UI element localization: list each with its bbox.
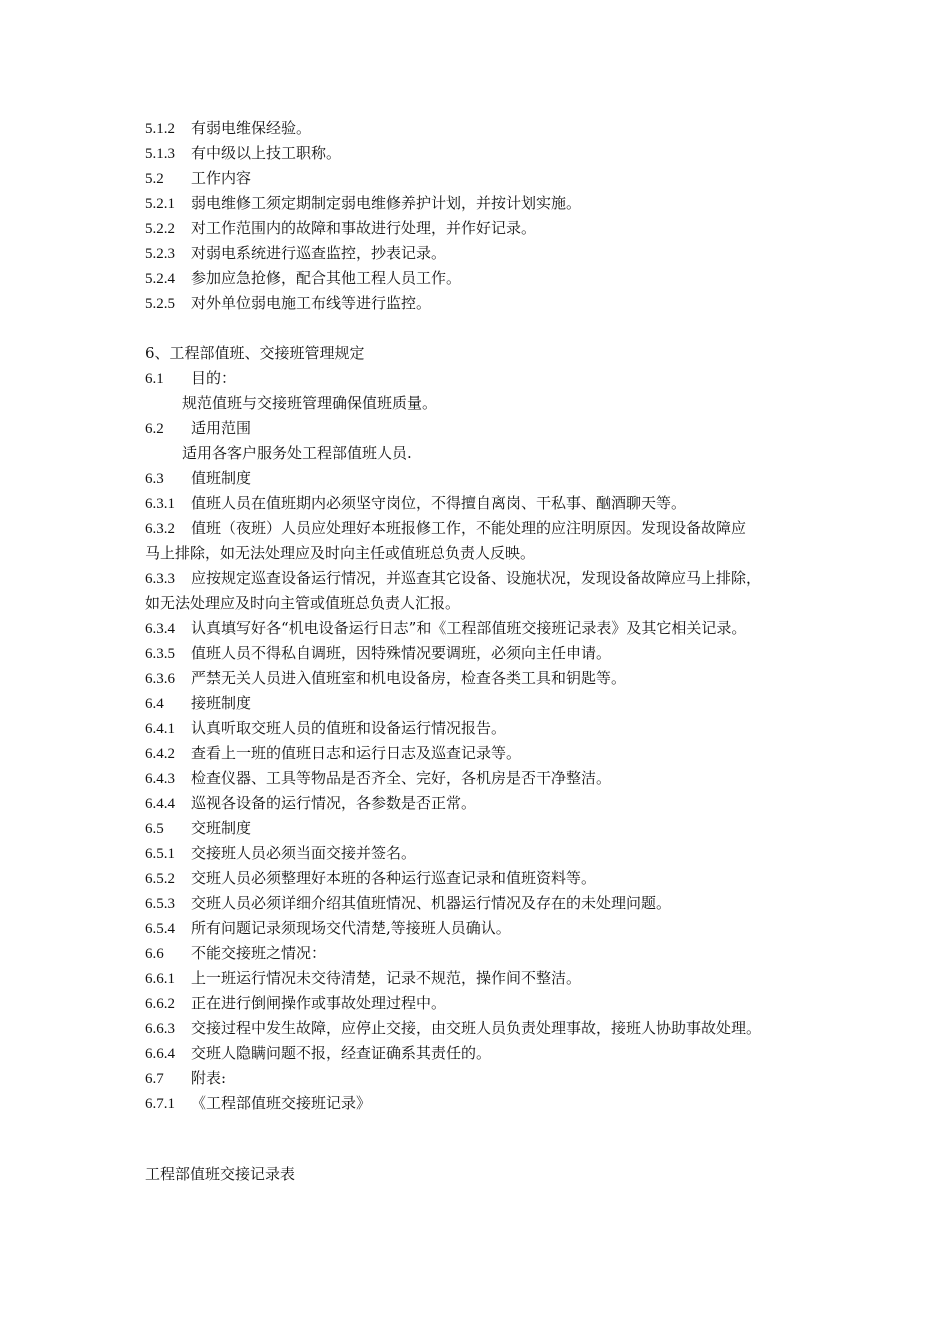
section-6-2-body — [182, 443, 412, 463]
clause-number: 6.4.3 — [145, 771, 175, 787]
clause-number: 5.2 — [145, 171, 164, 187]
clause-number: 6.3 — [145, 471, 164, 487]
clause-6-4-2 — [145, 743, 521, 763]
clause-6-3-1 — [145, 493, 686, 513]
clause-6-6-1 — [145, 968, 581, 988]
clause-number: 6.3.5 — [145, 646, 175, 662]
clause-number: 6.3.2 — [145, 521, 175, 537]
clause-text: 参加应急抢修，配合其他工程人员工作。 — [191, 269, 462, 287]
clause-text: 适用各客户服务处工程部值班人员. — [182, 444, 412, 462]
clause-text: 巡视各设备的运行情况，各参数是否正常。 — [191, 794, 477, 812]
clause-text: 交接过程中发生故障，应停止交接，由交班人员负责处理事故，接班人协助事故处理。 — [191, 1019, 762, 1037]
clause-text: 交班人员必须详细介绍其值班情况、机器运行情况及存在的未处理问题。 — [191, 894, 672, 912]
clause-text: 弱电维修工须定期制定弱电维修养护计划，并按计划实施。 — [191, 194, 582, 212]
clause-number: 5.1.3 — [145, 146, 175, 162]
clause-text: 值班制度 — [191, 469, 252, 487]
clause-text: 有弱电维保经验。 — [191, 119, 312, 137]
section-title: 6、工程部值班、交接班管理规定 — [145, 344, 365, 362]
section-6-7-heading — [145, 1068, 226, 1088]
clause-number: 6.5.1 — [145, 846, 175, 862]
clause-6-6-2 — [145, 993, 446, 1013]
clause-number: 6.4.4 — [145, 796, 175, 812]
clause-number: 5.2.3 — [145, 246, 175, 262]
clause-text: 上一班运行情况未交待清楚，记录不规范，操作间不整洁。 — [191, 969, 582, 987]
clause-text: 交班人员必须整理好本班的各种运行巡查记录和值班资料等。 — [191, 869, 597, 887]
clause-text: 《工程部值班交接班记录》 — [191, 1094, 372, 1112]
clause-text: 对工作范围内的故障和事故进行处理，并作好记录。 — [191, 219, 537, 237]
clause-6-6-3 — [145, 1018, 761, 1038]
clause-5-2-2 — [145, 218, 536, 238]
clause-6-5-4 — [145, 918, 511, 938]
clause-number: 5.2.1 — [145, 196, 175, 212]
clause-text: 不能交接班之情况： — [191, 944, 327, 962]
clause-6-4-1 — [145, 718, 506, 738]
clause-text: 值班人员在值班期内必须坚守岗位，不得擅自离岗、干私事、酗酒聊天等。 — [191, 494, 687, 512]
clause-text: 接班制度 — [191, 694, 252, 712]
clause-number: 6.7.1 — [145, 1096, 175, 1112]
section-6-3-heading — [145, 468, 251, 488]
clause-text: 规范值班与交接班管理确保值班质量。 — [182, 394, 438, 412]
clause-5-1-2 — [145, 118, 311, 138]
clause-text: 所有问题记录须现场交代清楚,等接班人员确认。 — [191, 919, 511, 937]
clause-number: 6.3.3 — [145, 571, 175, 587]
clause-text: 对外单位弱电施工布线等进行监控。 — [191, 294, 432, 312]
clause-text: 检查仪器、工具等物品是否齐全、完好，各机房是否干净整洁。 — [191, 769, 612, 787]
clause-6-7-1 — [145, 1093, 371, 1113]
clause-text: 交班制度 — [191, 819, 252, 837]
clause-text: 附表: — [191, 1069, 227, 1087]
clause-text: 应按规定巡查设备运行情况，并巡查其它设备、设施状况，发现设备故障应马上排除， — [191, 569, 762, 587]
clause-text: 值班人员不得私自调班，因特殊情况要调班，必须向主任申请。 — [191, 644, 612, 662]
clause-number: 6.6.2 — [145, 996, 175, 1012]
clause-6-4-3 — [145, 768, 611, 788]
clause-number: 6.3.4 — [145, 621, 175, 637]
clause-number: 6.6.3 — [145, 1021, 175, 1037]
section-6-6-heading — [145, 943, 326, 963]
clause-number: 6.6.4 — [145, 1046, 175, 1062]
section-6-2-heading — [145, 418, 251, 438]
clause-6-3-5 — [145, 643, 611, 663]
clause-number: 6.3.1 — [145, 496, 175, 512]
clause-number: 6.7 — [145, 1071, 164, 1087]
form-title — [145, 1164, 295, 1184]
clause-number: 5.1.2 — [145, 121, 175, 137]
clause-number: 6.6.1 — [145, 971, 175, 987]
clause-5-2-1 — [145, 193, 581, 213]
clause-text: 工作内容 — [191, 169, 252, 187]
clause-number: 6.3.6 — [145, 671, 175, 687]
clause-5-2-5 — [145, 293, 431, 313]
clause-number: 5.2.4 — [145, 271, 175, 287]
clause-6-3-2 — [145, 518, 746, 538]
clause-number: 6.6 — [145, 946, 164, 962]
section-6-1-body — [182, 393, 437, 413]
clause-number: 5.2.2 — [145, 221, 175, 237]
clause-text: 交接班人员必须当面交接并签名。 — [191, 844, 417, 862]
clause-6-4-4 — [145, 793, 476, 813]
clause-text: 马上排除，如无法处理应及时向主任或值班总负责人反映。 — [145, 544, 536, 562]
section-6-heading — [145, 343, 365, 363]
clause-6-5-3 — [145, 893, 671, 913]
clause-number: 6.5.4 — [145, 921, 175, 937]
clause-text: 查看上一班的值班日志和运行日志及巡查记录等。 — [191, 744, 522, 762]
clause-number: 6.4 — [145, 696, 164, 712]
clause-text: 正在进行倒闸操作或事故处理过程中。 — [191, 994, 447, 1012]
clause-6-6-4 — [145, 1043, 491, 1063]
clause-text: 认真听取交班人员的值班和设备运行情况报告。 — [191, 719, 507, 737]
clause-6-5-1 — [145, 843, 416, 863]
clause-number: 6.5.2 — [145, 871, 175, 887]
clause-5-2-3 — [145, 243, 446, 263]
clause-number: 5.2.5 — [145, 296, 175, 312]
clause-number: 6.2 — [145, 421, 164, 437]
clause-text: 值班（夜班）人员应处理好本班报修工作，不能处理的应注明原因。发现设备故障应 — [191, 519, 747, 537]
clause-6-3-2-continued — [145, 543, 535, 563]
clause-6-5-2 — [145, 868, 596, 888]
section-6-5-heading — [145, 818, 251, 838]
clause-number: 6.5.3 — [145, 896, 175, 912]
clause-text: 认真填写好各“机电设备运行日志”和《工程部值班交接班记录表》及其它相关记录。 — [191, 619, 747, 637]
clause-number: 6.1 — [145, 371, 164, 387]
section-6-1-heading — [145, 368, 236, 388]
clause-5-1-3 — [145, 143, 341, 163]
form-title-text: 工程部值班交接记录表 — [145, 1165, 296, 1183]
clause-text: 严禁无关人员进入值班室和机电设备房，检查各类工具和钥匙等。 — [191, 669, 627, 687]
clause-text: 交班人隐瞒问题不报，经查证确系其责任的。 — [191, 1044, 492, 1062]
clause-6-3-6 — [145, 668, 626, 688]
clause-text: 如无法处理应及时向主管或值班总负责人汇报。 — [145, 594, 461, 612]
clause-number: 6.4.2 — [145, 746, 175, 762]
section-5-2-heading — [145, 168, 251, 188]
clause-number: 6.4.1 — [145, 721, 175, 737]
clause-text: 对弱电系统进行巡查监控，抄表记录。 — [191, 244, 447, 262]
clause-number: 6.5 — [145, 821, 164, 837]
clause-5-2-4 — [145, 268, 461, 288]
clause-text: 适用范围 — [191, 419, 252, 437]
clause-6-3-4 — [145, 618, 746, 638]
clause-text: 有中级以上技工职称。 — [191, 144, 342, 162]
clause-6-3-3-continued — [145, 593, 460, 613]
section-6-4-heading — [145, 693, 251, 713]
clause-6-3-3 — [145, 568, 761, 588]
clause-text: 目的： — [191, 369, 237, 387]
